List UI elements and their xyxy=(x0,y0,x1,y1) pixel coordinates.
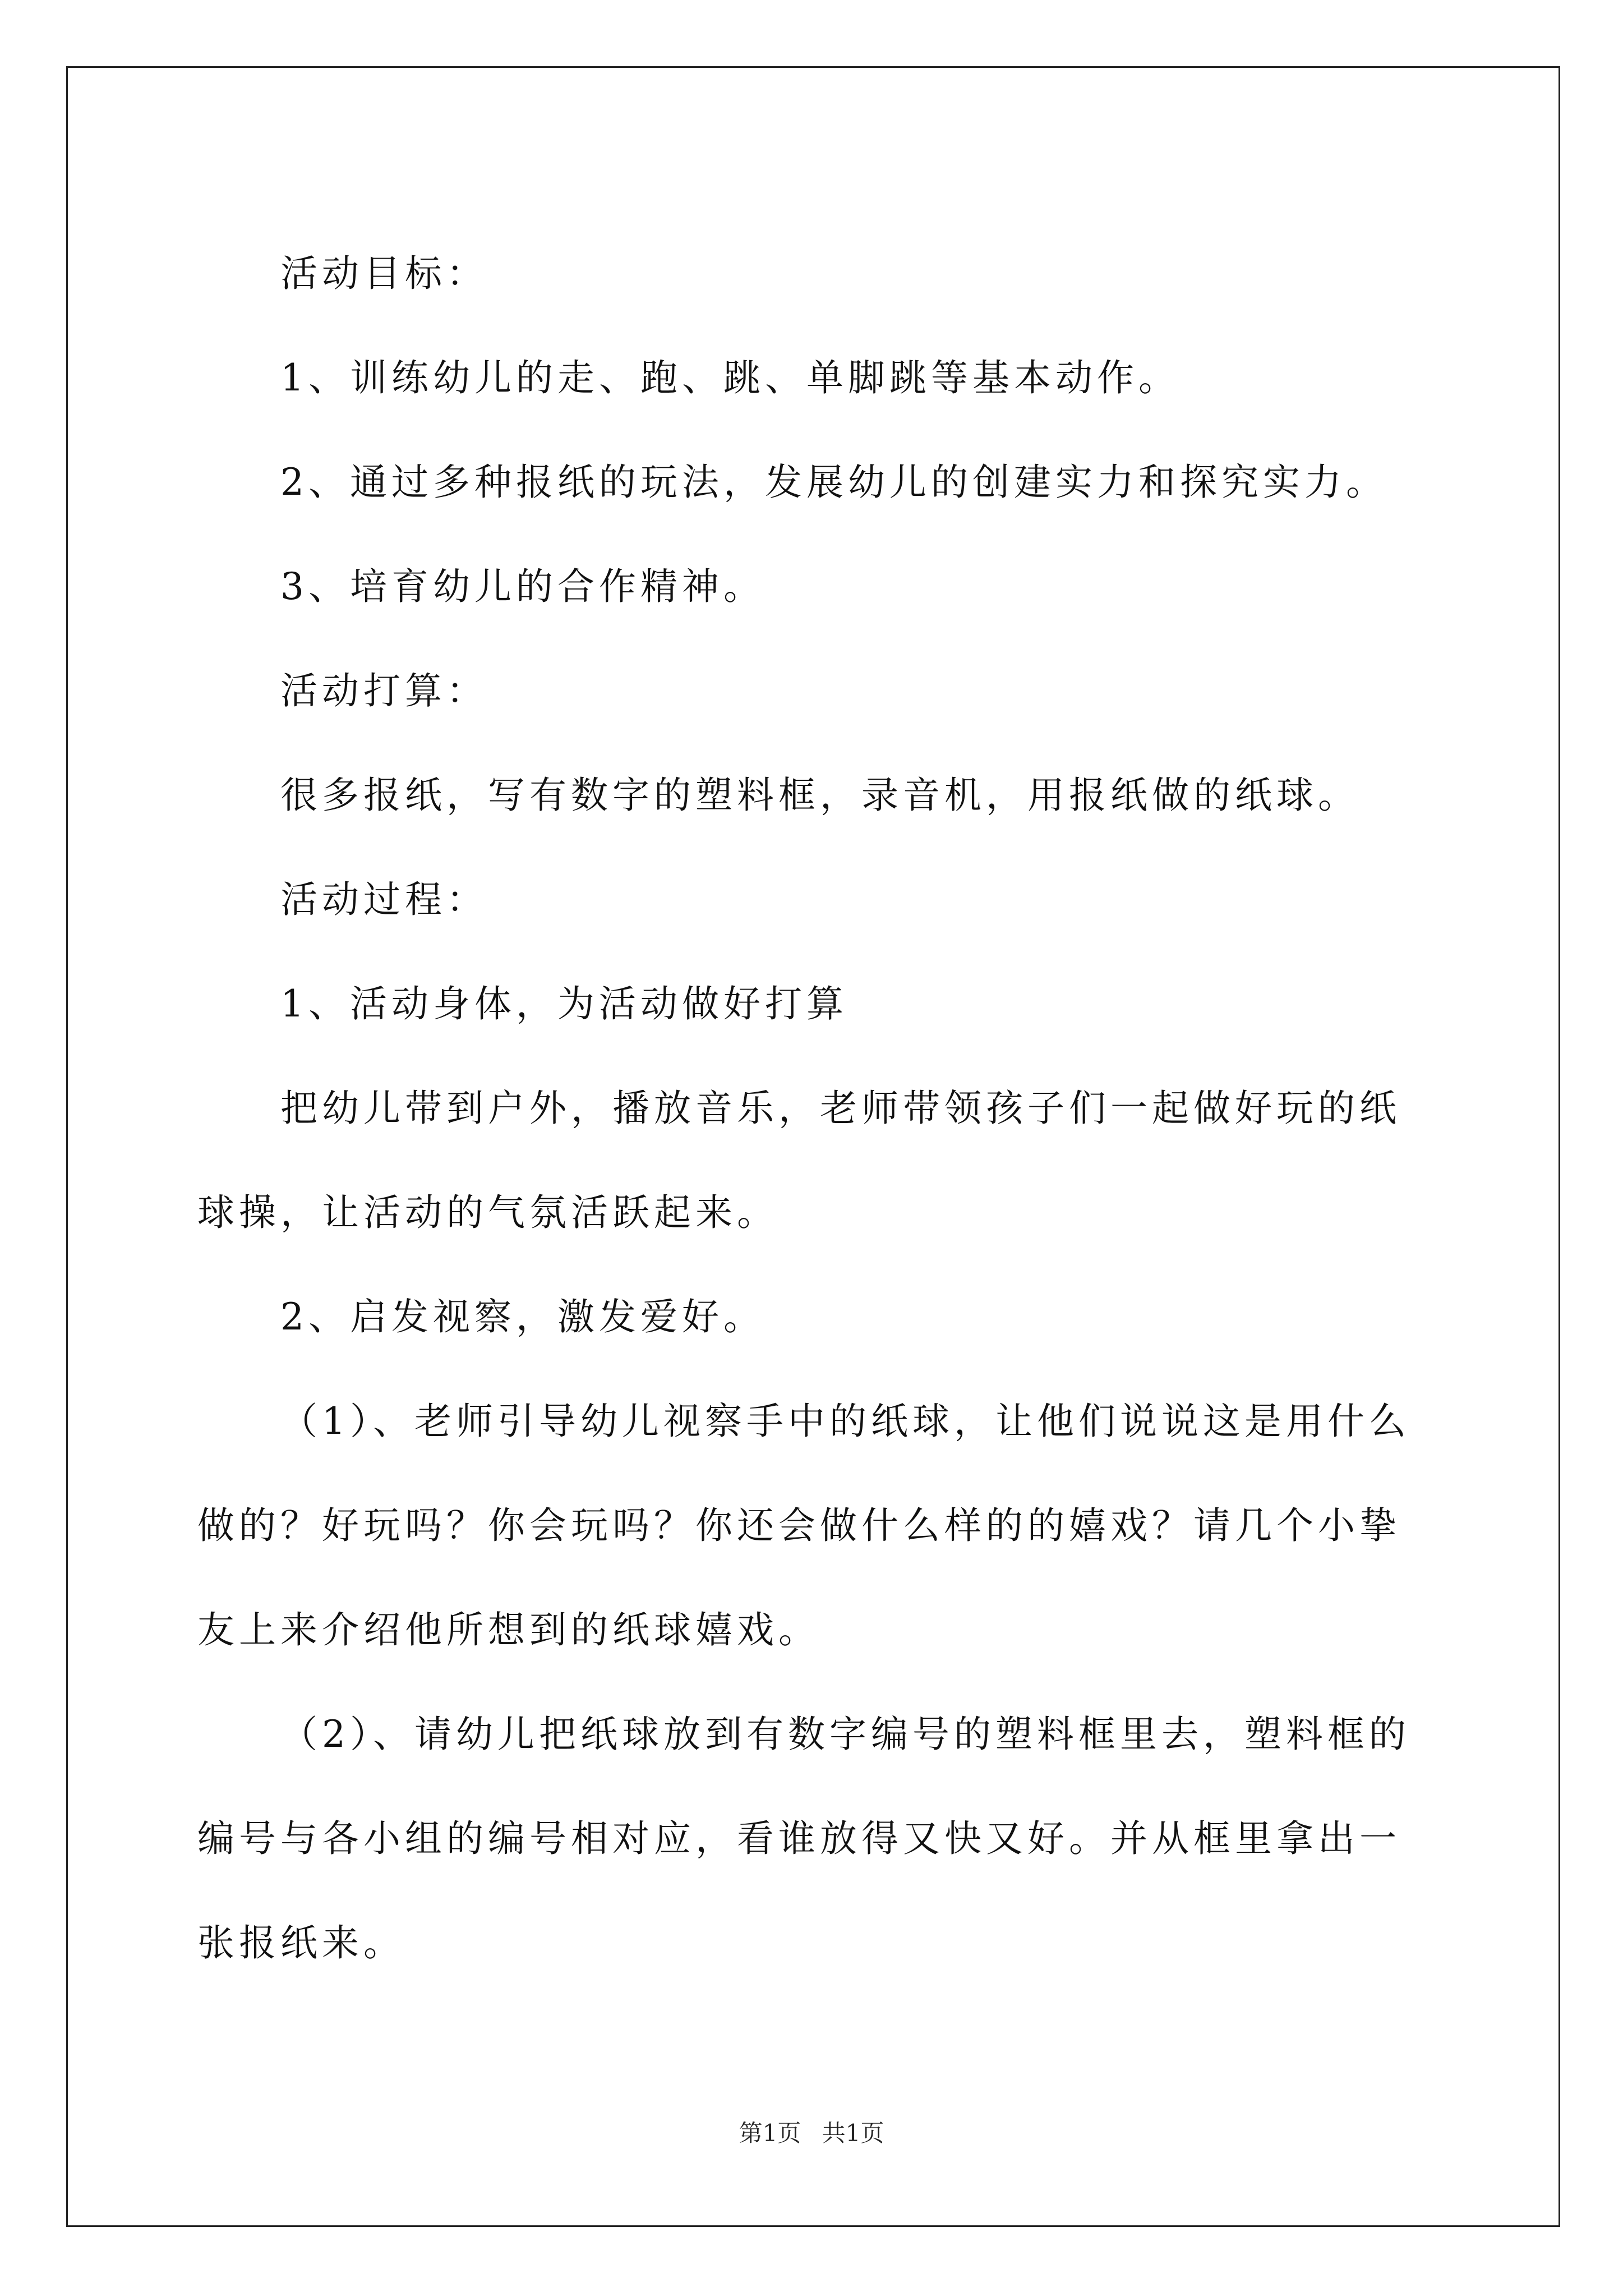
paragraph-goal-2: 2、通过多种报纸的玩法，发展幼儿的创建实力和探究实力。 xyxy=(280,461,1387,504)
paragraph-preparation: 很多报纸，写有数字的塑料框，录音机，用报纸做的纸球。 xyxy=(280,774,1359,817)
paragraph-step-2-sub-2: （2）、请幼儿把纸球放到有数字编号的塑料框里去，塑料框的编号与各小组的编号相对应，看谁放得又快又好。并从框里拿出一张报纸来。 xyxy=(197,1713,1410,1964)
paragraph-goal-1: 1、训练幼儿的走、跑、跳、单脚跳等基本动作。 xyxy=(280,356,1180,399)
page-total: 共1页 xyxy=(822,2119,884,2147)
paragraph-step-1-detail: 把幼儿带到户外，播放音乐，老师带领孩子们一起做好玩的纸球操，让活动的气氛活跃起来。 xyxy=(197,1087,1401,1234)
paragraph-heading-process: 活动过程： xyxy=(280,878,488,921)
paragraph-step-2: 2、启发视察，激发爱好。 xyxy=(280,1295,765,1338)
paragraph-goal-3: 3、培育幼儿的合作精神。 xyxy=(280,565,765,608)
page-footer xyxy=(0,2115,1623,2148)
paragraph-heading-goals: 活动目标： xyxy=(280,252,488,295)
document-body xyxy=(197,222,1434,1995)
paragraph-step-2-sub-1: （1）、老师引导幼儿视察手中的纸球，让他们说说这是用什么做的？好玩吗？你会玩吗？你还会做什么样的的嬉戏？请几个小挚友上来介绍他所想到的纸球嬉戏。 xyxy=(197,1400,1410,1651)
page-number: 第1页 xyxy=(739,2119,801,2147)
paragraph-heading-preparation: 活动打算： xyxy=(280,669,488,712)
paragraph-step-1: 1、活动身体，为活动做好打算 xyxy=(280,982,848,1025)
